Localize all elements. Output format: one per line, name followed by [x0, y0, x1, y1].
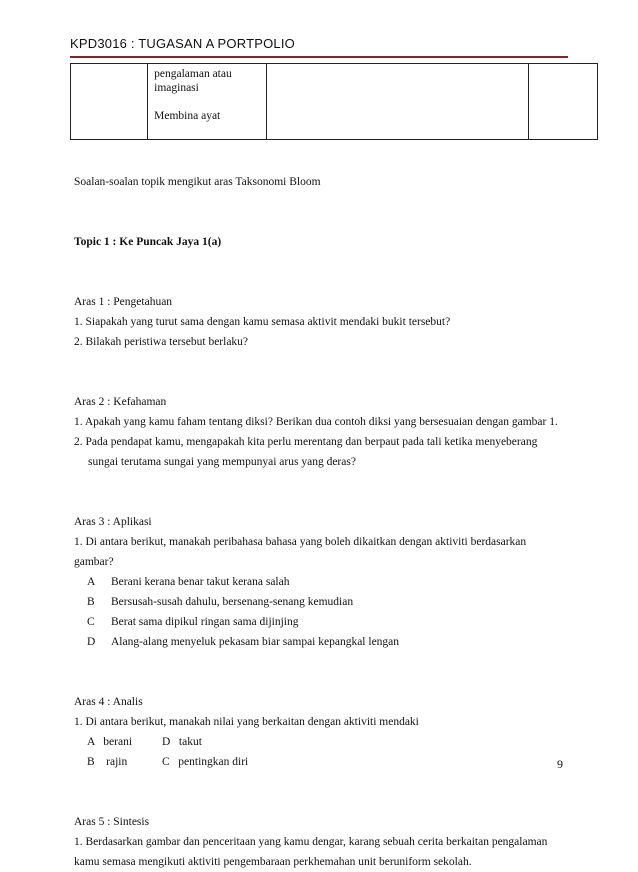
aras2-question-1: 1. Apakah yang kamu faham tentang diksi? Berikan dua contoh diksi yang bersesuaian dengan gambar 1.	[74, 416, 558, 428]
aras4-question-1: 1. Di antara berikut, manakah nilai yang berkaitan dengan aktiviti mendaki	[74, 716, 419, 728]
aras4-title: Aras 4 : Analis	[74, 696, 143, 708]
aras3-title: Aras 3 : Aplikasi	[74, 516, 152, 528]
option-text: Alang-alang menyeluk pekasam biar sampai kepangkal lengan	[111, 636, 400, 648]
page-number: 9	[557, 757, 563, 771]
aras2-question-2: 2. Pada pendapat kamu, mengapakah kita perlu merentang dan berpaut pada tali ketika menyeberang	[74, 436, 538, 448]
table-cell	[528, 64, 597, 140]
table-fragment	[70, 63, 598, 140]
aras5-title: Aras 5 : Sintesis	[74, 816, 150, 828]
aras3-question-1-cont: gambar?	[74, 556, 114, 568]
aras1-title: Aras 1 : Pengetahuan	[74, 296, 173, 308]
table-cell-line: pengalaman atau	[154, 68, 232, 80]
aras2-question-2-cont: sungai terutama sungai yang mempunyai arus yang deras?	[88, 456, 356, 468]
option-left: B rajin	[87, 756, 128, 768]
option-right: C pentingkan diri	[162, 756, 249, 768]
aras2-title: Aras 2 : Kefahaman	[74, 396, 167, 408]
page-header	[70, 32, 568, 58]
option-row	[74, 732, 574, 752]
table-row	[71, 64, 598, 140]
option-key: C	[87, 616, 95, 628]
option-item	[74, 572, 574, 592]
intro-text: Soalan-soalan topik mengikut aras Taksonomi Bloom	[74, 176, 321, 188]
table-cell-line: Membina ayat	[154, 110, 221, 122]
aras5-question-1: 1. Berdasarkan gambar dan penceritaan yang kamu dengar, karang sebuah cerita berkaitan pengalaman	[74, 836, 548, 848]
option-key: A	[87, 576, 96, 588]
table-cell	[148, 64, 267, 140]
aras1-question-2: 2. Bilakah peristiwa tersebut berlaku?	[74, 336, 249, 348]
topic-heading: Topic 1 : Ke Puncak Jaya 1(a)	[74, 236, 222, 248]
option-item	[74, 632, 574, 652]
option-key: B	[87, 596, 95, 608]
document-body	[74, 172, 574, 872]
option-right: D takut	[162, 736, 202, 748]
table-cell-line: imaginasi	[154, 82, 199, 94]
table-cell	[267, 64, 528, 140]
document-title: KPD3016 : TUGASAN A PORTPOLIO	[70, 36, 295, 51]
option-text: Berani kerana benar takut kerana salah	[111, 576, 290, 588]
aras5-question-1-cont: kamu semasa mengikuti aktiviti pengembaraan perkhemahan unit beruniform sekolah.	[74, 856, 472, 868]
aras3-question-1: 1. Di antara berikut, manakah peribahasa bahasa yang boleh dikaitkan dengan aktiviti berdasarkan	[74, 536, 527, 548]
option-text: Bersusah-susah dahulu, bersenang-senang kemudian	[111, 596, 354, 608]
option-row	[74, 752, 574, 772]
header-rule	[70, 56, 568, 58]
option-item	[74, 612, 574, 632]
option-item	[74, 592, 574, 612]
option-text: Berat sama dipikul ringan sama dijinjing	[111, 616, 299, 628]
table-cell	[71, 64, 148, 140]
option-key: D	[87, 636, 96, 648]
aras1-question-1: 1. Siapakah yang turut sama dengan kamu semasa aktivit mendaki bukit tersebut?	[74, 316, 451, 328]
option-left: A berani	[87, 736, 133, 748]
